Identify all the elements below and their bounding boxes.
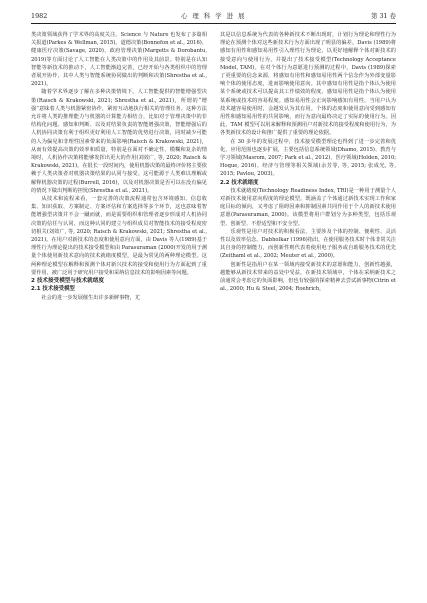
section-heading: 2 技术接受模型与技术就绪度 xyxy=(31,278,104,285)
paragraph: 随着学术界逐步了解在多种决策情境下，人工智能提供的智能增强型决策(Raisch & Krakowski, 2021; Shrestha et al., 2021)，所谓的“增强”意味着人类与机器紧密协作，紧密互动地执行相关的管理任务。这种方法允许将人类的推理能力与机器的计算能力相结合，比如对于管理决策中的非结构化问题、感知和判断、以及对结果负责的智能增强决策，智能增强后的人机协同决策有利于组织更好利用人工智能的优势进行决策，同时减少可能的人为偏见和非理性因素带来的负面影响(Raisch & Krakowski, 2021)，从而有效提高决策的效率和质量，特别是在面对不确定性、模糊和复杂的情境时，人机协作决策将能够发挥出更大的作用(刘效广, 等, 2020; Raisch & Krakowski, 2021)。在很长一段时间内，使用机器决策的最终评价将主要依赖于人类决策者对机器决策结果的认同与接受。这可能源于人类难以理解或解释机器决策的过程(Burrell, 2016)，以及对机器决策是否可以在没有偏见的情况下做出判断的担忧(Shrestha et al., 2021)。 xyxy=(31,89,207,194)
subsection-heading: 2.1 技术接受模型 xyxy=(31,286,75,293)
journal-title: 心 理 科 学 进 展 xyxy=(180,12,246,20)
paragraph: 类决策领域获得了学术界的高度关注。Science 与 Nature 也发布了多篇相关报道(Parkes & Wellman, 2015)。道德决策(Bonnefon et al., 2016)、健康医疗决策(Savage, 2020)、政府管理决策(Margetts & Dorobantu, 2019)等方面讨论了人工智能在人类决策中的作用及其前景。特别是在认知智能等新技术的推动下，人工智能渐趋完善，已经开始与各类组织中的管理者展开协作，其中人类与智能系统协同做出的判断和决策(Shrestha et al., 2021)。 xyxy=(31,32,207,88)
paragraph: 乐观性是用户对技术的积极看法，主要涉及个体的控制、便利性、灵活性以及效率信念。Dabholkar (1996)指出，在使用服务技术时个体非常关注其自身的控制能力，而创新性则代表着使用电子服务或自助服务技术的优先(Zeithaml et al., 2002; Meuter et al., 2000)。 xyxy=(220,228,396,260)
page-number: 1982 xyxy=(31,12,48,20)
paragraph: 创新性是指用户在某一领域内接受新技术的意愿和能力，创新性越强，越能够从新技术带来的益处中受益。在新技术领域中，个体在采纳新技术之前通常会考虑它的负面影响，但也有较强的探索精神去尝试新事物(Citrin et al., 2000; Hu & Steel, 2004; Roehrich, xyxy=(220,261,396,293)
left-column xyxy=(31,31,207,302)
paragraph: 技术就绪度(Technology Readiness Index, TRI)是一种用于测量个人对新技术使用意向程度的理论模型。既涵盖了个体通过新技术实现工作和家庭目标的倾向，又考虑了阻碍因素和抑制因素共同作用于个人的新技术使用意愿(Parasuraman, 2000)。该模型将用户群划分为多种类型，包括乐观型、创新型、不舒适型和不安全型。 xyxy=(220,187,396,227)
subsection-heading: 2.2 技术就绪度 xyxy=(220,179,259,186)
header-rule xyxy=(31,23,396,24)
running-header xyxy=(31,10,396,22)
right-column xyxy=(220,31,396,294)
paragraph: 其是以信息系统为代表的各种新技术不断出现时，计划行为理论和理性行为理论在预测个体对这些新技术行为方面出现了明显的偏差。Davis (1989)将感知有用性和感知易用性引入理性行为理论，以更好地解释个体对新技术的接受意向与使用行为，并提出了技术接受模型(Technology Acceptance Model, TAM)。在对个体行为意愿进行预测的过程中，Davis (1989)探索了更重要的信念来源，将感知有用性和感知易用性两个信念作为外部变量影响个体的使用态度，进而影响使用意向。其中感知有用性是指个体认为使用某个系统或技术可以提高其工作绩效的程度，感知易用性是指个体认为使用某系统或技术的容易程度。感知易用性会正向影响感知有用性，当用户认为技术越容易使用时，会越发认为其有用。个体的态度和使用意向受到感知有用性和感知易用性的共同影响，而行为意向最终决定了实际的使用行为。因此，TAM 模型可以用来解释和预测用户对新技术的接受程度和使用行为，为各类新技术的设计和推广提供了重要的理论依据。 xyxy=(220,32,396,137)
paragraph: 从技术和流程来看，一套完善的决策流程通常包含环境感知、信息收集、知识获取、方案制定、方案评估和方案选择等多个环节，这也意味着智能增强型决策并不会一蹴而就，而是需要组织和管理者逐步形成对人机协同决策的信任与认同，而这种认同的建立与组织成员对智能技术的接受程度密切相关(刘效广, 等, 2020; Raisch & Krakowski, 2021; Shrestha et al., 2021)。在用户对新技术的态度和使用意向方面，由 Davis 等人(1989)基于理性行为理论提出的技术接受模型和由 Parasuraman (2000)开发的用于测量个体使用新技术意向的技术就绪度模型，是最为常见的两种理论模型。这两种理论模型在解释和预测个体对新兴技术的接受和使用行为方面起到了重要作用，被广泛用于研究用户接受和采纳信息技术的影响因素等问题。 xyxy=(31,196,207,276)
paragraph: 社会的进一步发展催生出许多新鲜事物，尤 xyxy=(41,294,140,301)
paragraph: 在 30 多年的发展过程中，技术接受模型理论也得到了进一步完善和优化，应用范围也逐步扩展，主要包括信息系统领域(Dhamo, 2015)、教育与学习领域(Masrom, 2007; Park et al., 2012)、医疗领域(Holden, 2010; Hoque, 2016)、经济与管理等相关领域(余芳等, 等, 2015; 张成光, 等, 2015; Pavlou, 2003)。 xyxy=(220,138,396,178)
volume-label: 第 31 卷 xyxy=(371,12,396,20)
